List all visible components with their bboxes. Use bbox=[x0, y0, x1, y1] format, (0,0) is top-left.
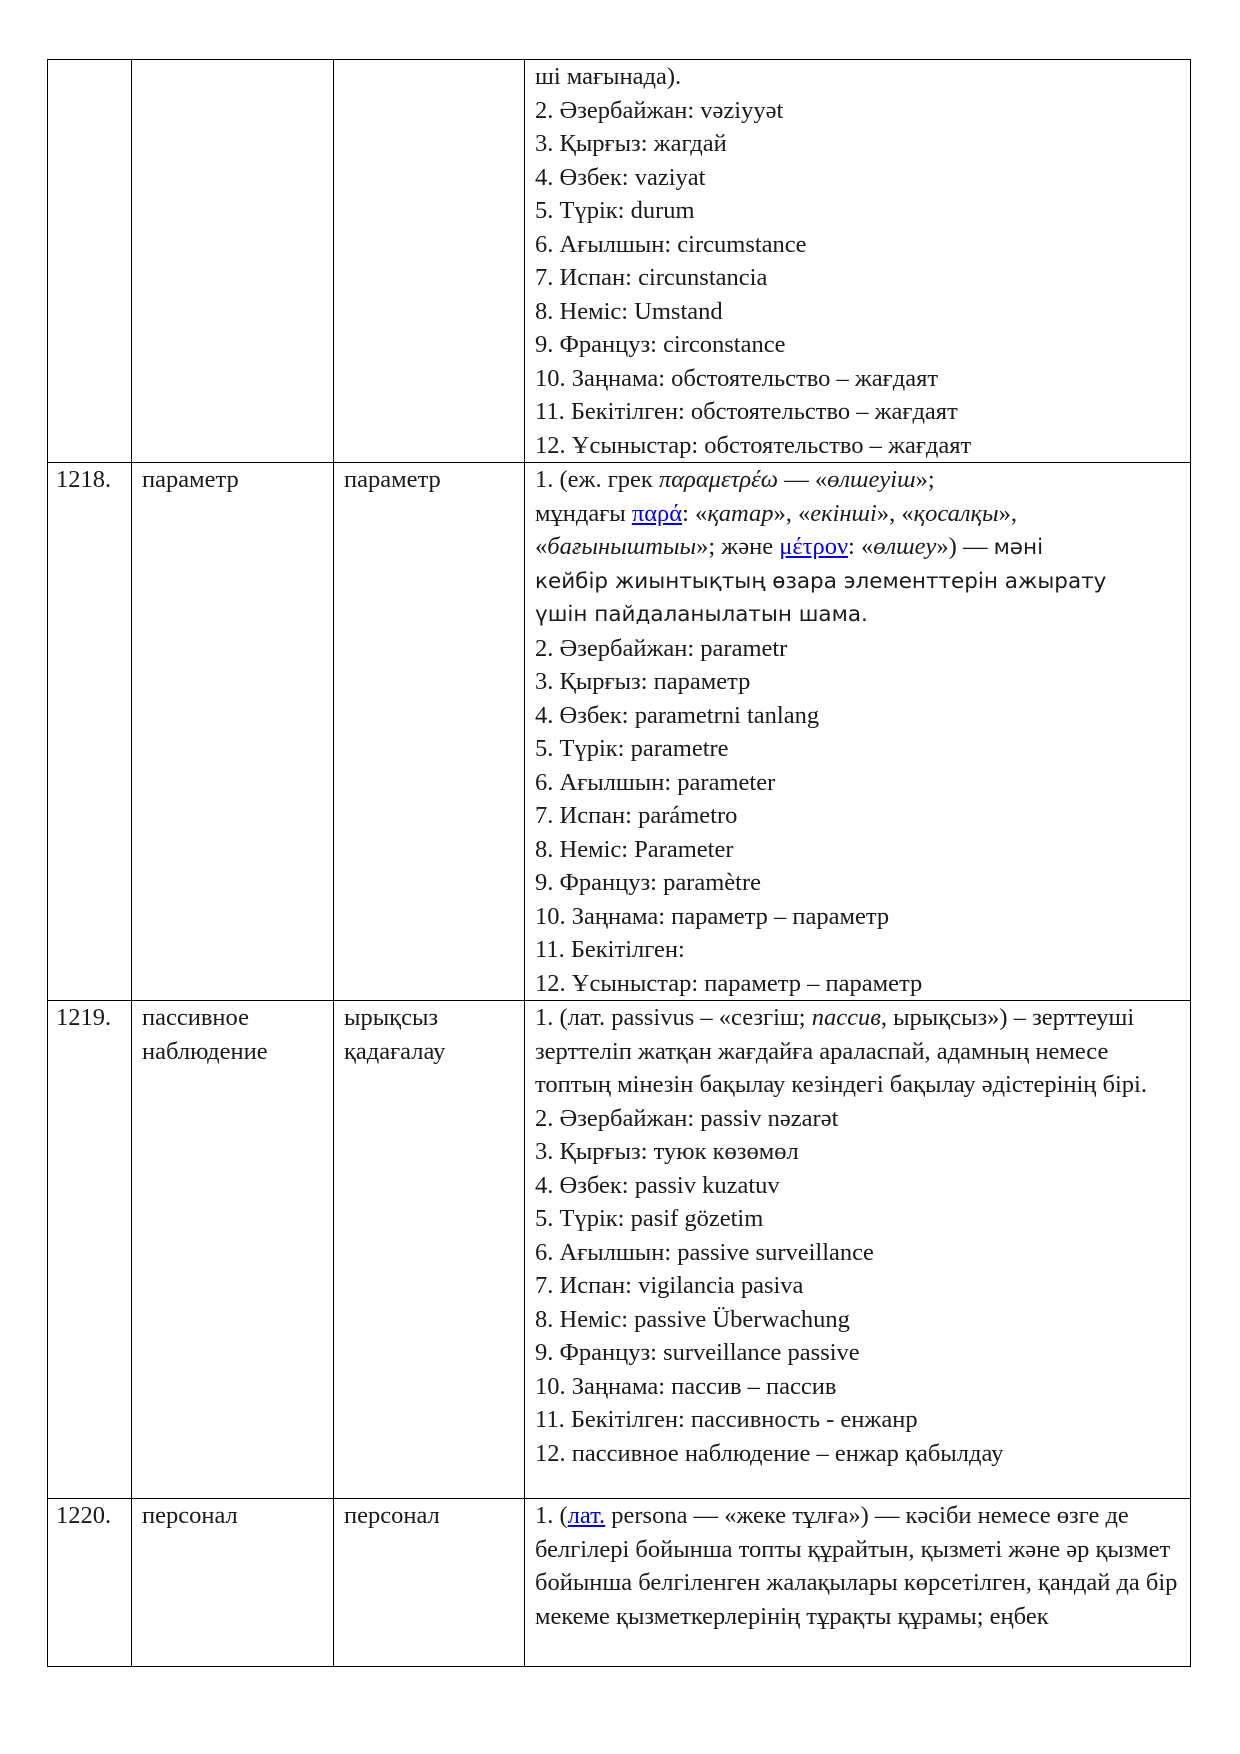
detail-line: 5. Түрік: parametre bbox=[535, 735, 729, 762]
detail-line: 11. Бекітілген: пассивность - енжанр bbox=[535, 1406, 918, 1433]
detail-line: 2. Әзербайжан: parametr bbox=[535, 634, 788, 662]
entry-number: 1218. bbox=[48, 463, 132, 1001]
detail-line: 7. Испан: vigilancia pasiva bbox=[535, 1272, 804, 1299]
detail-line: 5. Түрік: durum bbox=[535, 197, 695, 224]
detail-line: 2. Әзербайжан: passiv nəzarət bbox=[535, 1104, 839, 1132]
detail-line: 12. пассивное наблюдение – енжар қабылдау bbox=[535, 1439, 1004, 1467]
definition-line: үшін пайдаланылатын шама. bbox=[535, 602, 868, 627]
detail-line: 8. Неміс: Parameter bbox=[535, 835, 734, 863]
russian-term: персонал bbox=[132, 1499, 334, 1667]
metron-link[interactable]: μέτρον bbox=[779, 533, 849, 560]
greek-word: παραμετρέω bbox=[658, 466, 779, 493]
detail-line: 7. Испан: circunstancia bbox=[535, 264, 768, 291]
detail-line: 6. Ағылшын: passive surveillance bbox=[535, 1238, 874, 1266]
detail-line: 10. Заңнама: пассив – пассив bbox=[535, 1372, 837, 1400]
detail-line: 6. Ағылшын: parameter bbox=[535, 768, 776, 796]
detail-line: 12. Ұсыныстар: обстоятельство – жағдаят bbox=[535, 431, 972, 459]
detail-line: 11. Бекітілген: обстоятельство – жағдаят bbox=[535, 398, 958, 425]
entry-number: 1219. bbox=[48, 1001, 132, 1499]
detail-line: 8. Неміс: Umstand bbox=[535, 297, 723, 325]
detail-line: 4. Өзбек: parametrni tanlang bbox=[535, 701, 820, 729]
detail-line: 3. Қырғыз: туюк көзөмөл bbox=[535, 1138, 799, 1165]
table-row bbox=[48, 1001, 1191, 1499]
detail-line: 10. Заңнама: параметр – параметр bbox=[535, 902, 890, 930]
term-details bbox=[525, 1001, 1191, 1499]
detail-line: 9. Француз: paramètre bbox=[535, 869, 761, 896]
term-details bbox=[525, 463, 1191, 1001]
russian-term: пассивное наблюдение bbox=[132, 1001, 334, 1499]
definition-line: мұндағы παρά: «қатар», «екінші», «қосалқы», bbox=[535, 499, 1017, 527]
table-row bbox=[48, 1499, 1191, 1667]
definition-text: 1. (лат. persona — «жеке тұлға») — кәсіби немесе өзге де белгілері бойынша топты құрайтын, қызметі және әр қызмет бойынша белгіленген жалақылары көрсетілген, қандай да бір мекеме қызметкерлерінің тұрақты құрамы; еңбек bbox=[535, 1502, 1178, 1630]
detail-line: 11. Бекітілген: bbox=[535, 936, 685, 963]
definition-line: кейбір жиынтықтың өзара элементтерін ажырату bbox=[535, 568, 1107, 594]
definition-line: «бағыныштыы»; және μέτρον: «өлшеу») — мәні bbox=[535, 533, 1044, 560]
definition-line: 1. (еж. грек παραμετρέω — «өлшеуіш»; bbox=[535, 466, 935, 493]
russian-term bbox=[132, 60, 334, 463]
detail-line: 9. Француз: circonstance bbox=[535, 331, 786, 358]
para-link[interactable]: παρά bbox=[631, 499, 683, 527]
term-details bbox=[525, 1499, 1191, 1667]
table-row bbox=[48, 463, 1191, 1001]
entry-number: 1220. bbox=[48, 1499, 132, 1667]
detail-line: ші мағынада). bbox=[535, 63, 682, 90]
table-row bbox=[48, 60, 1191, 463]
detail-line: 7. Испан: parámetro bbox=[535, 802, 738, 829]
russian-term: параметр bbox=[132, 463, 334, 1001]
detail-line: 4. Өзбек: passiv kuzatuv bbox=[535, 1171, 780, 1199]
detail-line: 3. Қырғыз: параметр bbox=[535, 668, 751, 695]
terminology-table bbox=[47, 59, 1191, 1667]
detail-line: 3. Қырғыз: жагдай bbox=[535, 130, 727, 157]
detail-line: 9. Француз: surveillance passive bbox=[535, 1339, 860, 1366]
detail-line: 6. Ағылшын: circumstance bbox=[535, 230, 807, 258]
detail-line: 4. Өзбек: vaziyat bbox=[535, 163, 706, 191]
detail-line: 5. Түрік: pasif gözetim bbox=[535, 1205, 764, 1232]
lat-link[interactable]: лат. bbox=[567, 1502, 606, 1529]
kazakh-term: параметр bbox=[334, 463, 525, 1001]
detail-line: 10. Заңнама: обстоятельство – жағдаят bbox=[535, 364, 939, 392]
entry-number bbox=[48, 60, 132, 463]
kazakh-term bbox=[334, 60, 525, 463]
detail-line: 2. Әзербайжан: vəziyyət bbox=[535, 96, 784, 124]
term-details bbox=[525, 60, 1191, 463]
kazakh-term: ырықсыз қадағалау bbox=[334, 1001, 525, 1499]
definition-text: 1. (лат. passivus – «сезгіш; пассив, ырықсыз») – зерттеуші зерттеліп жатқан жағдайға араласпай, адамның немесе топтың мінезін бақылау кезіндегі бақылау әдістерінің бірі. bbox=[535, 1004, 1147, 1098]
detail-line: 8. Неміс: passive Überwachung bbox=[535, 1305, 850, 1333]
detail-line: 12. Ұсыныстар: параметр – параметр bbox=[535, 969, 923, 997]
kazakh-term: персонал bbox=[334, 1499, 525, 1667]
